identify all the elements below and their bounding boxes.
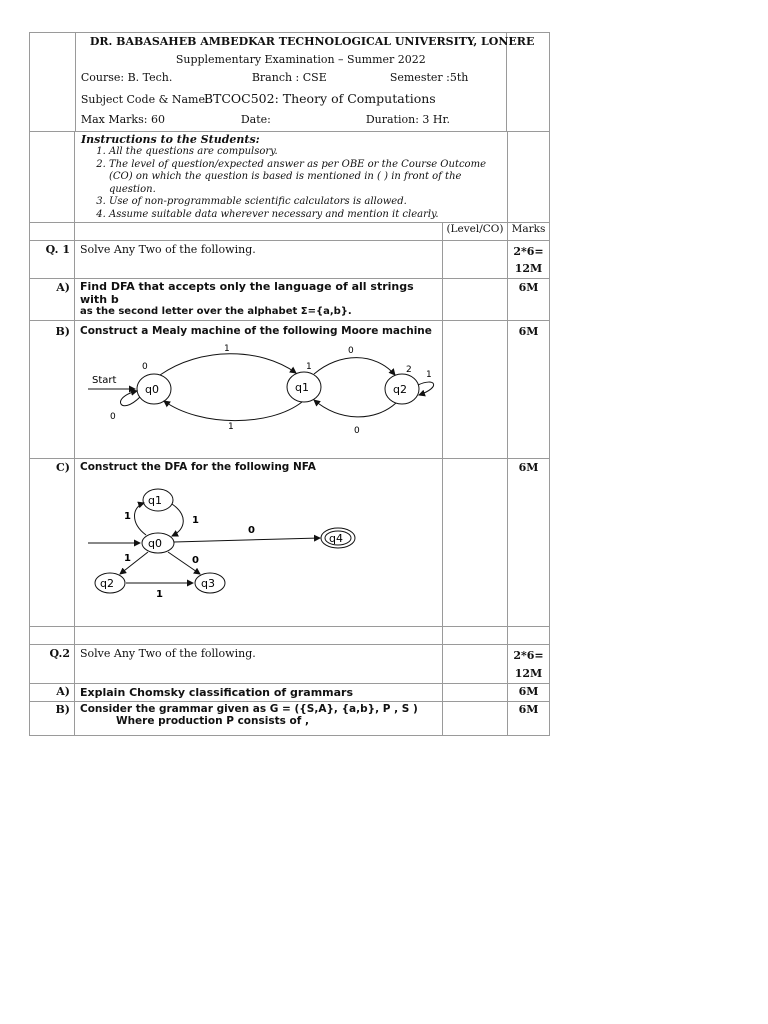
nfa-q1-label: q1 <box>148 494 162 507</box>
q1b-label: B) <box>30 321 75 459</box>
q1b-text: Construct a Mealy machine of the following Moore machine <box>80 325 432 337</box>
q1-marks-formula: 2*6= <box>513 245 544 258</box>
moore-q0-label: q0 <box>145 383 159 396</box>
nfa-transition-label: 1 <box>156 589 163 600</box>
nfa-transition-label: 0 <box>192 555 199 566</box>
header-row <box>30 33 550 132</box>
instruction-item: 4. Assume suitable data wherever necessary and mention it clearly. <box>109 209 501 222</box>
question-table <box>29 32 550 736</box>
spacer-row <box>30 627 550 645</box>
q1-marks-total: 12M <box>514 262 543 275</box>
nfa-transition-label: 0 <box>248 525 255 536</box>
nfa-q3-label: q3 <box>201 577 215 590</box>
exam-date: Date: <box>240 113 271 126</box>
exam-header <box>76 33 535 131</box>
transition-label: 0 <box>354 426 360 436</box>
column-header-row <box>30 223 550 241</box>
q1b-marks: 6M <box>508 321 550 459</box>
max-marks: Max Marks: 60 <box>80 113 165 126</box>
q1-row <box>30 241 550 279</box>
duration: Duration: 3 Hr. <box>365 113 451 126</box>
moore-start-label: Start <box>92 375 117 386</box>
q2a-label: A) <box>30 684 75 702</box>
q1a-text-line1: Find DFA that accepts only the language of all strings with b <box>80 280 414 306</box>
q1b-content <box>75 321 443 459</box>
subject-label: Subject Code & Name: <box>80 93 209 106</box>
q1c-label: C) <box>30 459 75 627</box>
q2a-marks: 6M <box>508 684 550 702</box>
q1-marks <box>508 241 550 279</box>
nfa-diagram <box>80 473 380 603</box>
moore-q2-label: q2 <box>393 383 407 396</box>
semester: Semester :5th <box>389 71 469 84</box>
q2-row <box>30 645 550 684</box>
transition-q0-q1 <box>160 354 296 375</box>
instruction-item: 2. The level of question/expected answer as per OBE or the Course Outcome (CO) on which the question is based is mentioned in ( ) in front of the question. <box>109 159 501 197</box>
nfa-transition-label: 1 <box>124 511 131 522</box>
moore-q0-output: 0 <box>142 362 148 372</box>
level-co-header: (Level/CO) <box>443 223 508 241</box>
q1c-marks: 6M <box>508 459 550 627</box>
transition-q2-q1 <box>314 400 396 417</box>
subject-name: BTCOC502: Theory of Computations <box>203 91 436 106</box>
q1-title: Solve Any Two of the following. <box>75 241 443 279</box>
q1a-text <box>75 279 443 321</box>
q2b-row <box>30 702 550 736</box>
nfa-q2-label: q2 <box>100 577 114 590</box>
q2a-text: Explain Chomsky classification of grammars <box>75 684 443 702</box>
q2b-text-line1: Consider the grammar given as G = ({S,A}, {a,b}, P , S ) <box>80 703 418 715</box>
branch: Branch : CSE <box>251 71 327 84</box>
moore-q2-output: 2 <box>406 365 412 375</box>
university-name: DR. BABASAHEB AMBEDKAR TECHNOLOGICAL UNIVERSITY, LONERE <box>89 35 535 48</box>
nfa-transition-q1-q0 <box>172 504 183 536</box>
q2-marks-formula: 2*6= <box>513 649 544 662</box>
q2b-text-line2: Where production P consists of , <box>116 715 309 727</box>
course: Course: B. Tech. <box>80 71 173 84</box>
q2-marks-total: 12M <box>514 667 543 680</box>
q2b-label: B) <box>30 702 75 736</box>
transition-q0-self <box>121 391 140 406</box>
instructions-row <box>30 132 550 223</box>
transition-label: 1 <box>426 370 432 380</box>
q1a-marks: 6M <box>508 279 550 321</box>
nfa-q4-label: q4 <box>329 532 343 545</box>
transition-label: 0 <box>348 346 354 356</box>
moore-machine-diagram <box>80 337 430 447</box>
q2-marks <box>508 645 550 684</box>
q2-number: Q.2 <box>30 645 75 684</box>
question-paper <box>29 32 549 736</box>
exam-title: Supplementary Examination – Summer 2022 <box>175 53 426 66</box>
marks-header: Marks <box>508 223 550 241</box>
instructions <box>75 132 508 223</box>
q1c-row <box>30 459 550 627</box>
instruction-item: 1. All the questions are compulsory. <box>109 146 501 159</box>
nfa-transition-q0-q4 <box>174 538 320 542</box>
q1a-label: A) <box>30 279 75 321</box>
q2a-row <box>30 684 550 702</box>
transition-q1-q0 <box>164 401 302 421</box>
q1a-text-line2: as the second letter over the alphabet Σ={a,b}. <box>80 306 352 317</box>
transition-q1-q2 <box>314 358 395 375</box>
q1c-text: Construct the DFA for the following NFA <box>80 461 316 473</box>
q2b-marks: 6M <box>508 702 550 736</box>
instruction-item: 3. Use of non-programmable scientific calculators is allowed. <box>109 196 501 209</box>
q1a-row <box>30 279 550 321</box>
moore-q1-label: q1 <box>295 381 309 394</box>
q1-number: Q. 1 <box>30 241 75 279</box>
q2-title: Solve Any Two of the following. <box>75 645 443 684</box>
q2b-text <box>75 702 443 736</box>
moore-q1-output: 1 <box>306 362 312 372</box>
nfa-q0-label: q0 <box>148 537 162 550</box>
transition-q2-self <box>418 382 434 395</box>
q1b-row <box>30 321 550 459</box>
transition-label: 1 <box>228 422 234 432</box>
transition-label: 0 <box>110 412 116 422</box>
q1c-content <box>75 459 443 627</box>
transition-label: 1 <box>224 344 230 354</box>
nfa-transition-label: 1 <box>124 553 131 564</box>
instructions-title: Instructions to the Students: <box>81 133 260 146</box>
nfa-transition-label: 1 <box>192 515 199 526</box>
nfa-transition-q0-q1 <box>135 503 147 535</box>
